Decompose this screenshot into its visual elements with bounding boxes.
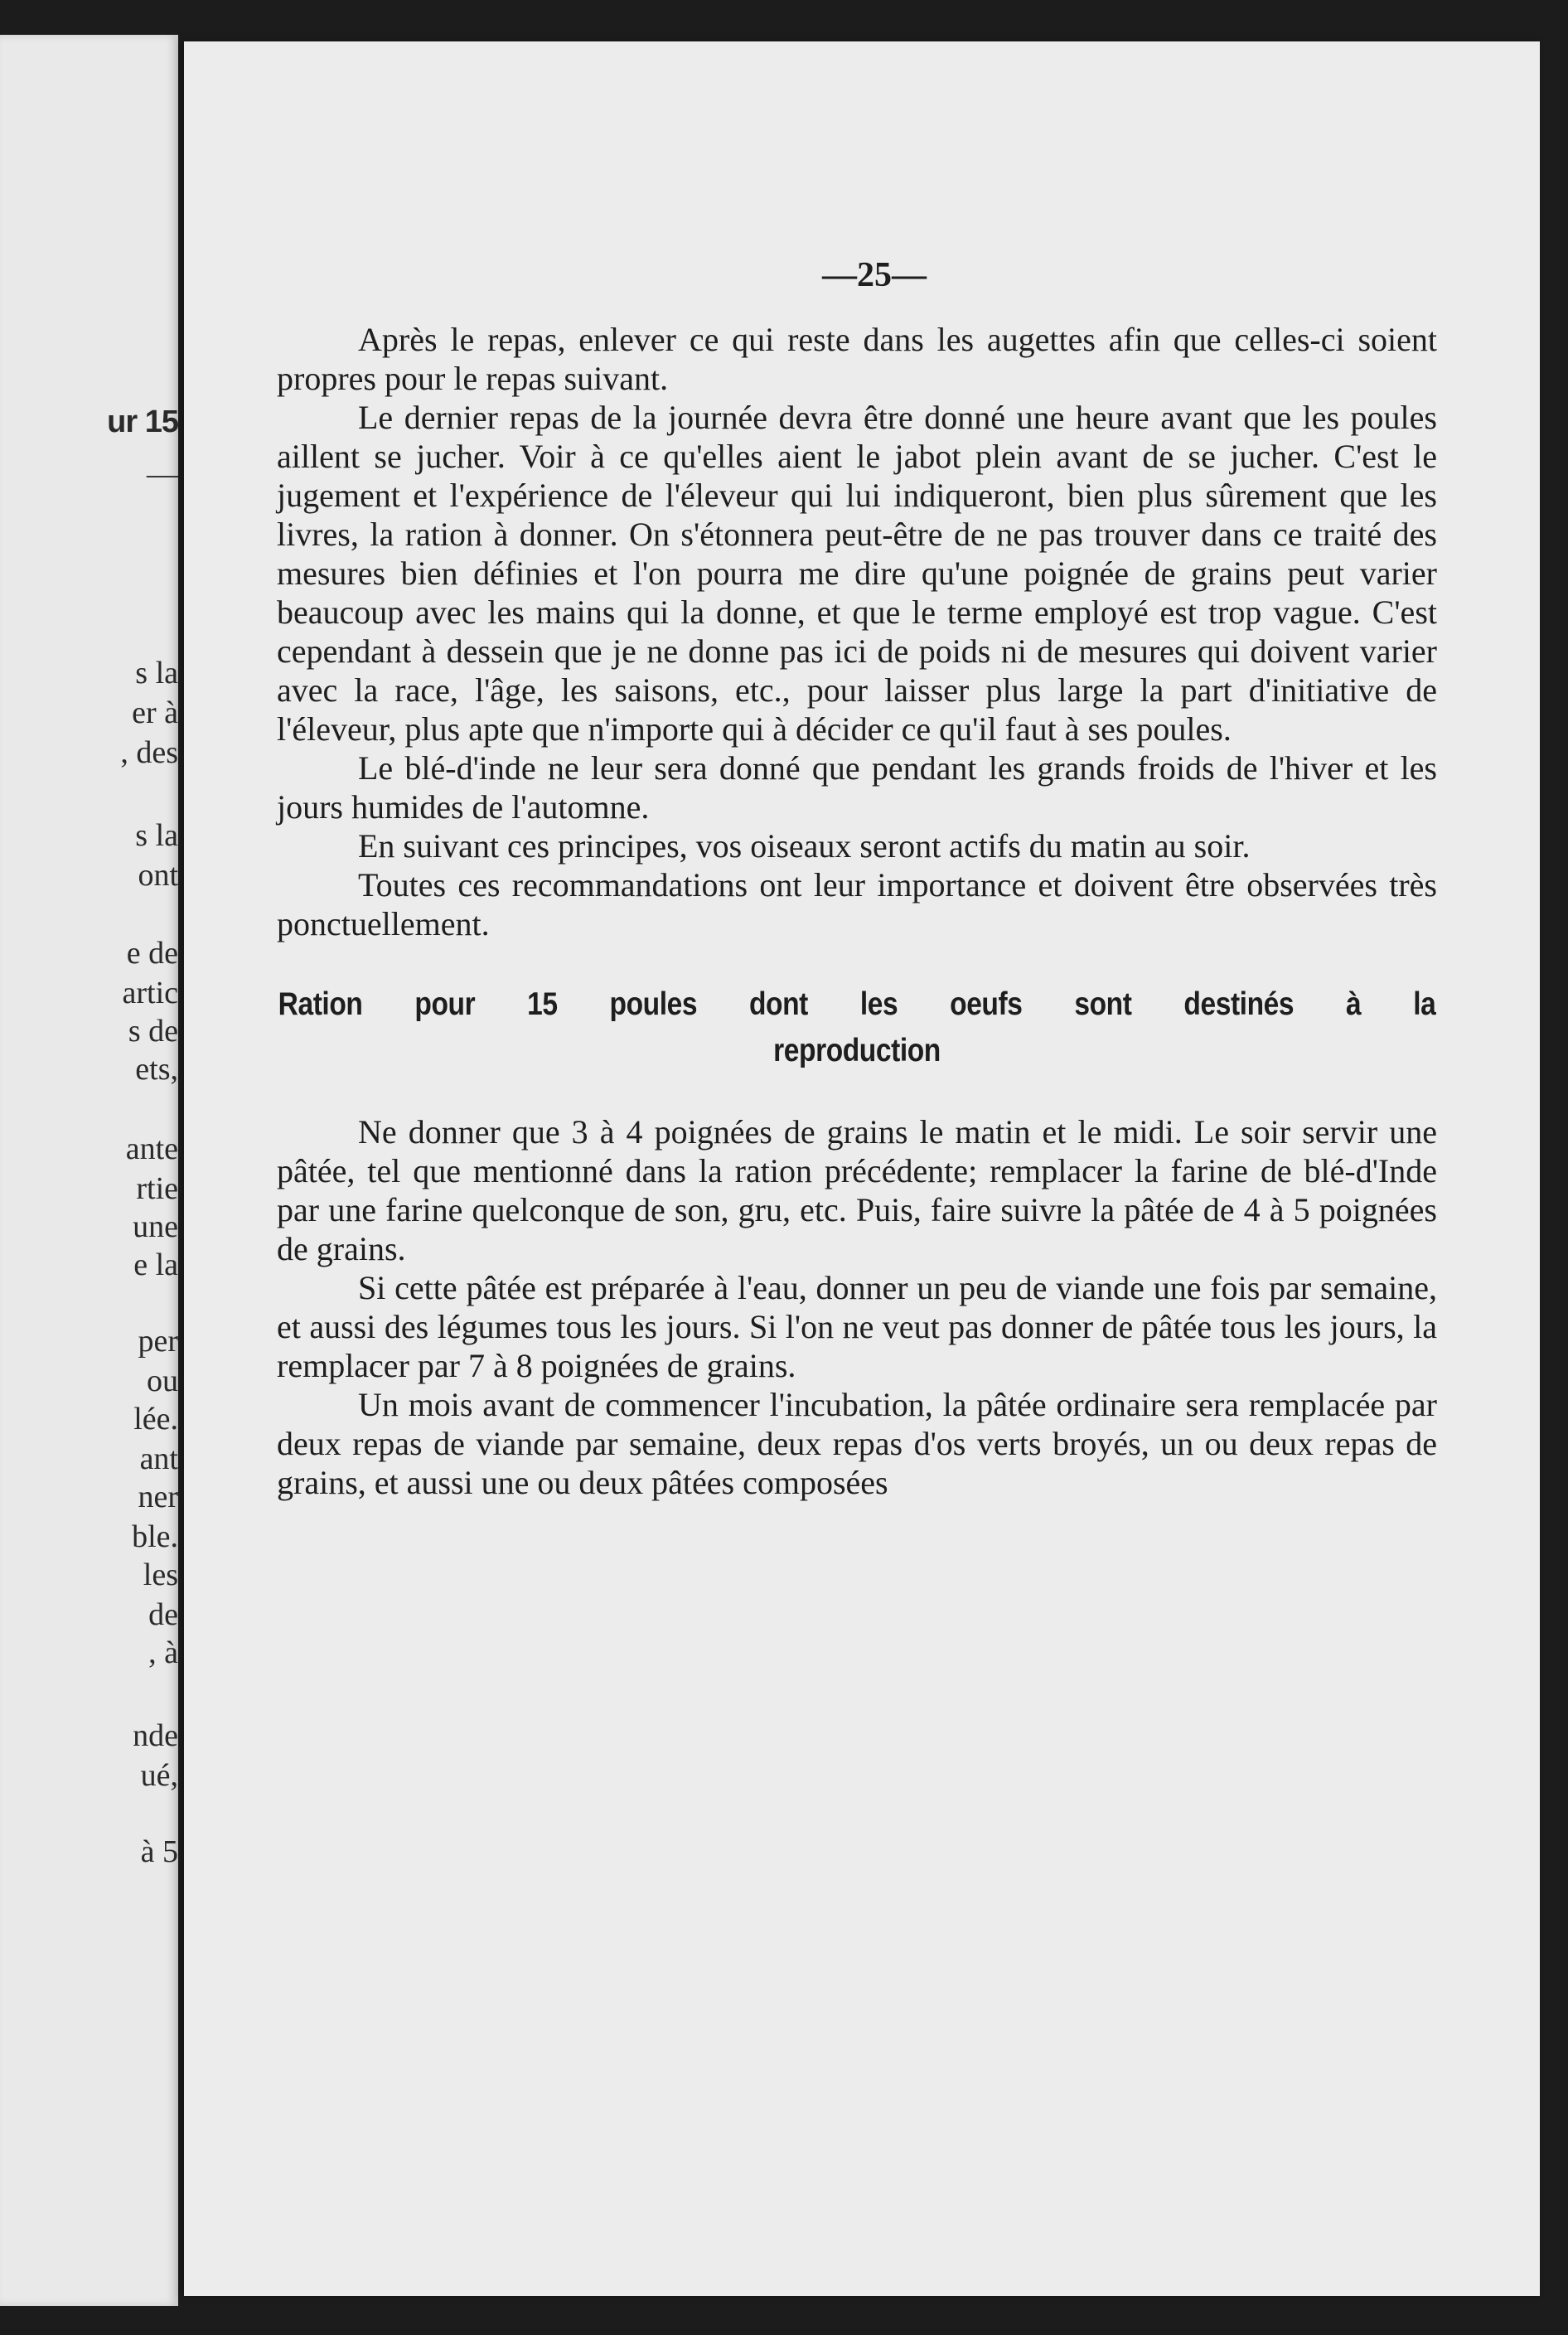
- left-page-line: s la: [135, 818, 178, 853]
- section-heading-line: Ration pour 15 poules dont les oeufs sont destinés à la: [278, 986, 1436, 1022]
- left-page-line: les: [143, 1557, 178, 1592]
- left-page-line: ont: [138, 858, 178, 893]
- left-page-line: per: [138, 1324, 178, 1359]
- left-page-line: artic: [122, 976, 178, 1010]
- left-page-line: ant: [139, 1441, 178, 1476]
- section-heading-line: reproduction: [773, 1033, 941, 1068]
- left-page-line: ur 15: [107, 405, 178, 439]
- left-page-line: rtie: [136, 1171, 178, 1206]
- left-page-line: ble.: [132, 1519, 178, 1554]
- book-page: [184, 41, 1540, 2296]
- paragraph: Le blé-d'inde ne leur sera donné que pendant les grands froids de l'hiver et les jours humides de l'automne.: [277, 749, 1437, 826]
- left-page-line: , à: [148, 1635, 178, 1670]
- left-page-line: e de: [126, 936, 178, 971]
- paragraph: Un mois avant de commencer l'incubation, la pâtée ordinaire sera remplacée par deux repas de viande par semaine, deux repas d'os verts broyés, un ou deux repas de grains, et aussi une ou deux pâtées composées: [277, 1386, 1437, 1501]
- page-number: —25—: [822, 256, 927, 294]
- section-heading: [278, 981, 1436, 1074]
- left-page-line: à 5: [140, 1834, 178, 1869]
- left-page-line: er à: [132, 695, 178, 730]
- left-page-line: lée.: [133, 1402, 178, 1436]
- page-body: [277, 320, 1437, 1502]
- left-page-line: , des: [120, 735, 178, 770]
- left-page-line: —: [147, 457, 178, 492]
- left-page-line: s de: [128, 1014, 178, 1049]
- paragraph: Ne donner que 3 à 4 poignées de grains le matin et le midi. Le soir servir une pâtée, tel que mentionné dans la ration précédente; remplacer la farine de blé-d'Inde par une farine quelconque de son, gru, etc. Puis, faire suivre la pâtée de 4 à 5 poignées de grains.: [277, 1113, 1437, 1267]
- left-page-line: ets,: [135, 1052, 178, 1087]
- paragraph: Le dernier repas de la journée devra être donné une heure avant que les poules aillent se jucher. Voir à ce qu'elles aient le jabot plein avant de se jucher. C'est le jugement et l'expérience de l'éleveur qui lui indiqueront, bien plus sûrement que les livres, la ration à donner. On s'étonnera peut-être de ne pas trouver dans ce traité des mesures bien définies et l'on pourra me dire qu'une poignée de grains peut varier beaucoup avec les mains qui la donne, et que le terme employé est trop vague. C'est cependant à dessein que je ne donne pas ici de poids ni de mesures qui doivent varier avec la race, l'âge, les saisons, etc., pour laisser plus large la part d'initiative de l'éleveur, plus apte que n'importe qui à décider ce qu'il faut à ses poules.: [277, 399, 1437, 748]
- left-page-line: ner: [138, 1480, 178, 1514]
- paragraph: Toutes ces recommandations ont leur importance et doivent être observées très ponctuellement.: [277, 866, 1437, 942]
- left-page-line: une: [133, 1209, 178, 1244]
- left-page-line: ante: [125, 1131, 178, 1166]
- left-page-line: s la: [135, 656, 178, 690]
- left-page-line: ué,: [140, 1758, 178, 1793]
- left-facing-page: [0, 35, 178, 2306]
- paragraph: En suivant ces principes, vos oiseaux seront actifs du matin au soir.: [358, 827, 1251, 865]
- left-page-line: e la: [133, 1247, 178, 1282]
- paragraph: Si cette pâtée est préparée à l'eau, donner un peu de viande une fois par semaine, et aussi des légumes tous les jours. Si l'on ne veut pas donner de pâtée tous les jours, la remplacer par 7 à 8 poignées de grains.: [277, 1269, 1437, 1384]
- left-page-line: ou: [147, 1364, 178, 1398]
- left-page-line: nde: [133, 1718, 178, 1753]
- left-page-line: de: [148, 1597, 178, 1632]
- paragraph: Après le repas, enlever ce qui reste dans les augettes afin que celles-ci soient propres pour le repas suivant.: [277, 321, 1437, 397]
